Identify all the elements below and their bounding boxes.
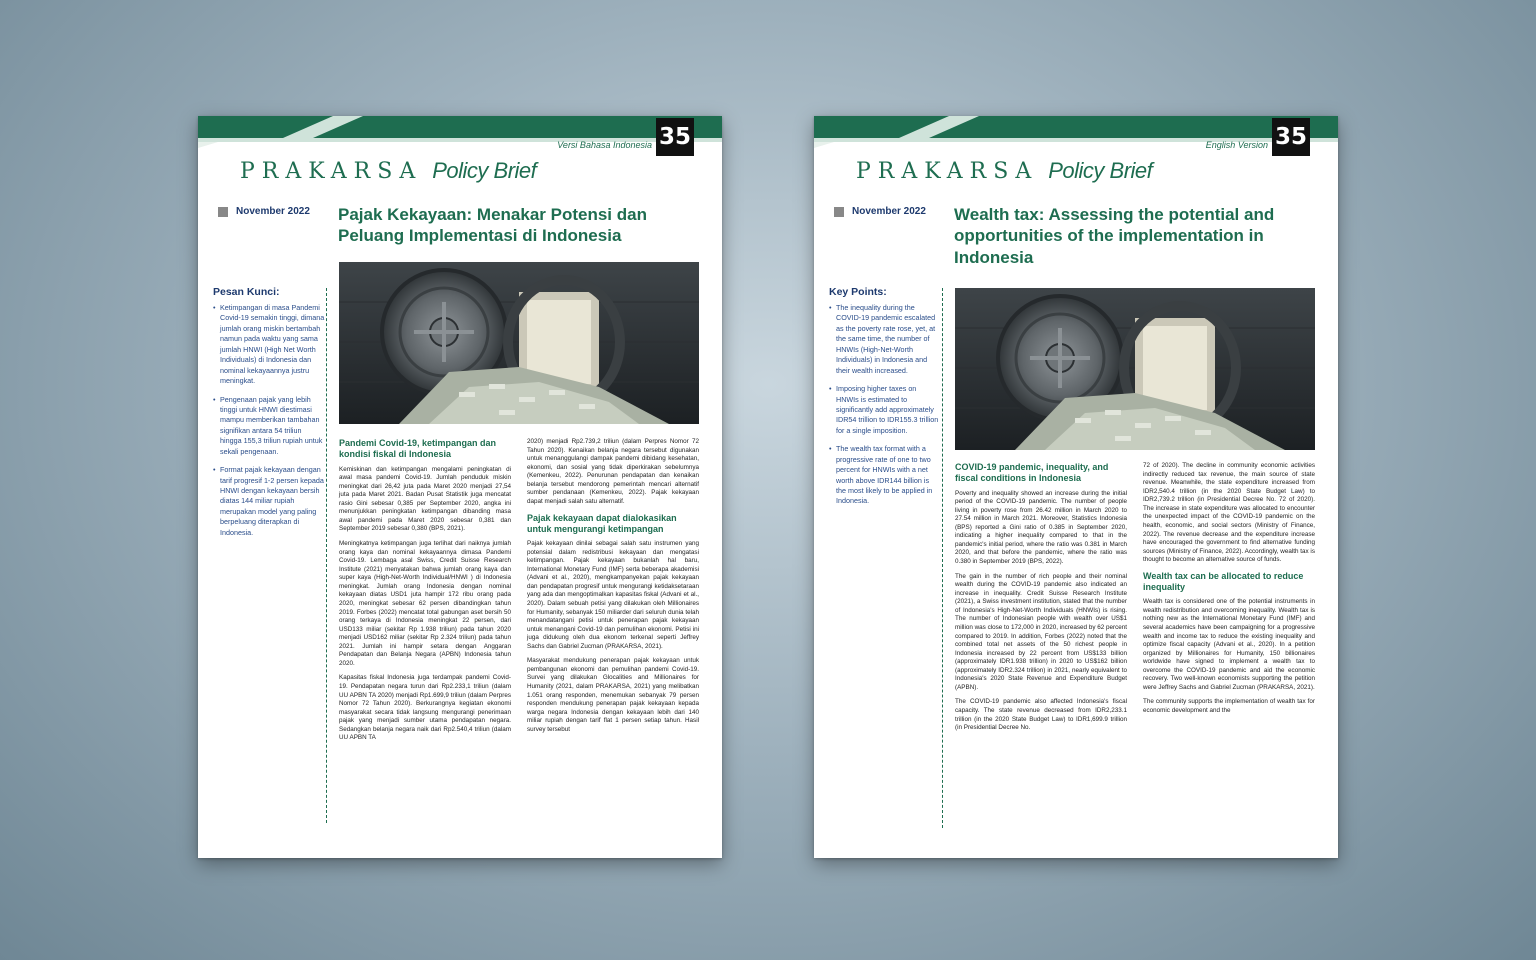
date-row [218,206,310,217]
body-paragraph: Kapasitas fiskal Indonesia juga terdampak pandemi Covid-19. Pendapatan negara turun dari Rp2.233,1 triliun (dalam UU APBN TA 2020) menjadi Rp1.699,9 triliun (dalam Perpres Nomor 72 Tahun 2020). Berkurangnya kegiatan ekonomi masyarakat secara tidak langsung mengurangi penerimaan pajak yang menjadi sumber utama pendapatan negara. Sedangkan belanja negara naik dari Rp2.540,4 triliun (dalam UU APBN TA [339,674,511,742]
square-icon [834,207,844,217]
brand-subtitle: Policy Brief [1048,158,1153,183]
issue-number-badge: 35 [656,118,694,156]
policy-brief-page-english [814,116,1338,858]
vault-photo [339,262,699,424]
vault-illustration [339,262,699,424]
section-heading: Pajak kekayaan dapat dialokasikan untuk mengurangi ketimpangan [527,512,677,534]
key-points-list [213,303,325,538]
key-point: • Imposing higher taxes on HNWIs is estimated to significantly add approximately IDR54 trillion to IDR155.3 trillion for a single imposition. [829,384,941,436]
brand-logo [856,158,1152,184]
body-paragraph: The COVID-19 pandemic also affected Indonesia's fiscal capacity. The state revenue decreased from IDR2,233.1 trillion (in the 2020 State Budget Law) to IDR1,699.9 trillion (in Presidential Decree No. [955,698,1127,732]
key-point: • Pengenaan pajak yang lebih tinggi untuk HNWI diestimasi mampu memberikan tambahan signifikan antara 54 triliun hingga 155,3 triliun rupiah untuk sekali pengenaan. [213,395,325,458]
body-paragraph: The community supports the implementation of wealth tax for economic development and the [1143,698,1315,714]
body-paragraph: 2020) menjadi Rp2.739,2 triliun (dalam Perpres Nomor 72 Tahun 2020). Kenaikan belanja negara tersebut digunakan untuk menanggulangi dampak pandemi dibidang kesehatan, ekonomi, dan sosial yang tidak diperkirakan sebelumnya (Kemenkeu, 2022). Penurunan pendapatan dan kenaikan belanja tersebut mendorong pemerintah mencari alternatif sumber pendanaan (Kemenkeu, 2022). Pajak kekayaan dapat menjadi salah satu alternatif. [527,438,699,505]
body-paragraph: Wealth tax is considered one of the potential instruments in wealth redistribution and overcoming inequality. Wealth tax is nothing new as the International Monetary Fund (IMF) and several academics have been campaigning for a progressive wealth and income tax to reduce the existing inequality and optimize fiscal capacity (Advani et al., 2020). In a petition organized by Millionaires for Humanity, 150 billionaires worldwide have signed to implement a wealth tax to overcome the COVID-19 pandemic and aid the economic recovery. Two well-known economists supporting the petition were Jeffrey Sachs and Gabriel Zucman (PRAKARSA, 2021). [1143,598,1315,691]
body-paragraph: Pajak kekayaan dinilai sebagai salah satu instrumen yang potensial dalam redistribusi kekayaan dan mengatasi ketimpangan. Pajak kekayaan bukanlah hal baru, International Monetary Fund (IMF) serta beberapa akademisi (Advani et al., 2020), mengkampanyekan pajak kekayaan dan pendapatan progresif untuk mengurangi ketidaksetaraan yang ada dan mengoptimalkan kapasitas fiskal (Advani et al., 2020). Dalam sebuah petisi yang dilakukan oleh Millionaires for Humanity, sebanyak 150 miliarder dari seluruh dunia telah menandatangani petisi untuk penerapan pajak kekayaan untuk menangani Covid-19 dan pemulihan ekonomi. Petisi ini juga didukung oleh dua ekonom terkenal seperti Jeffrey Sachs dan Gabriel Zucman (PRAKARSA, 2021). [527,540,699,650]
body-column-left [339,438,511,749]
sidebar-divider [942,288,943,828]
key-points-sidebar [829,286,941,515]
body-paragraph: Kemiskinan dan ketimpangan mengalami peningkatan di awal masa pandemi Covid-19. Jumlah penduduk miskin meningkat dari 26,42 juta pada Maret 2020 menjadi 27,54 juta pada Maret 2021. Badan Pusat Statistik juga mencatat rasio Gini sebesar 0,385 per September 2020, angka ini menunjukkan peningkatan ketimpangan dibanding masa awal pandemi pada Maret 2020 sebesar 0,381 dan September 2019 sebesar 0,380 (BPS, 2021). [339,465,511,533]
key-point: • Ketimpangan di masa Pandemi Covid-19 semakin tinggi, dimana jumlah orang miskin bertambah namun pada waktu yang sama jumlah HNWI (High Net Worth Individuals) di Indonesia dan nominal kekayaannya justru meningkat. [213,303,325,387]
document-title: Pajak Kekayaan: Menakar Potensi dan Peluang Implementasi di Indonesia [338,205,647,246]
body-column-right [527,438,699,749]
publication-date: November 2022 [236,206,310,217]
body-paragraph: 72 of 2020). The decline in community economic activities indirectly reduced tax revenue, the main source of state revenue. Meanwhile, the state expenditure increased from IDR2,540.4 trillion (in the 2020 State Budget Law) to IDR2,739.2 trillion (in Presidential Decree No. 72 of 2020). The increase in state expenditure was allocated to encounter the unexpected impact of the COVID-19 pandemic on the health, economic, and social sectors (Ministry of Finance, 2022). The revenue decrease and the expenditure increase have encouraged the government to find alternative funding sources (Ministry of Finance, 2022). Accordingly, wealth tax is thought to become an alternative source of funds. [1143,462,1315,564]
brand-subtitle: Policy Brief [432,158,537,183]
policy-brief-page-indonesian [198,116,722,858]
body-columns [339,438,699,749]
brand-name: PRAKARSA [240,159,423,184]
square-icon [218,207,228,217]
body-columns [955,462,1315,739]
publication-date: November 2022 [852,206,926,217]
brand-name: PRAKARSA [856,159,1039,184]
date-row [834,206,926,217]
version-label: English Version [1205,140,1268,150]
vault-illustration [955,288,1315,450]
sidebar-divider [326,288,327,823]
key-point: • The wealth tax format with a progressive rate of one to two percent for HNWIs with a net worth above IDR144 billion is the most likely to be applied in Indonesia. [829,444,941,507]
key-points-title: Key Points: [829,286,887,298]
body-paragraph: The gain in the number of rich people and their nominal wealth during the COVID-19 pandemic also indicated an increase in inequality. Credit Suisse Research Institute (2021), a Swiss investment institution, stated that the number of Indonesia's High-Net-Worth Individuals (HNWIs) is rising. The number of Indonesian people with wealth over US$1 million was close to 172,000 in 2020, increased by 62 percent compared to 2019. In addition, Forbes (2022) noted that the combined total net assets of the 50 richest people in Indonesia increased by 22 percent from US$133 billion (approximately IDR1.938 trillion) in 2020 to US$162 billion (approximately IDR2.324 trillion) in 2021, nearly equivalent to Indonesia's 2020 State Revenue and Expenditure Budget (APBN). [955,572,1127,691]
version-label: Versi Bahasa Indonesia [557,140,652,150]
issue-number-badge: 35 [1272,118,1310,156]
key-points-list [829,303,941,507]
body-column-left [955,462,1127,739]
brand-logo [240,158,536,184]
key-points-title: Pesan Kunci: [213,286,280,298]
document-title: Wealth tax: Assessing the potential and opportunities of the implementation in Indonesia [954,205,1275,267]
vault-photo [955,288,1315,450]
section-heading: COVID-19 pandemic, inequality, and fiscal conditions in Indonesia [955,462,1109,484]
body-paragraph: Masyarakat mendukung penerapan pajak kekayaan untuk pembangunan ekonomi dan pemulihan pandemi Covid-19. Survei yang dilakukan Glocalities and Millionaires for Humanity (2021, dalam PRAKARSA, 2021) yang melibatkan 1.051 orang responden, menemukan sebanyak 79 persen responden mendukung penerapan pajak kekayaan kepada warga negara Indonesia dengan kekayaan lebih dari 140 miliar rupiah dengan tarif flat 1 persen setiap tahun. Hasil survey tersebut [527,657,699,733]
body-paragraph: Poverty and inequality showed an increase during the initial period of the COVID-19 pandemic. The number of people living in poverty rose from 26.42 million in March 2020 to 27.54 million in March 2021. Moreover, Statistics Indonesia (BPS) reported a Gini ratio of 0.385 in September 2020, indicating a higher inequality compared to that in the pandemic's initial period, where the ratio was 0.381 in March 2020, and that before the pandemic, where the ratio was 0.380 in September 2019 (BPS, 2022). [955,489,1127,565]
key-point: • Format pajak kekayaan dengan tarif progresif 1-2 persen kepada HNWI dengan kekayaan bersih diatas 144 miliar rupiah merupakan model yang paling berpeluang diterapkan di Indonesia. [213,465,325,538]
section-heading: Wealth tax can be allocated to reduce inequality [1143,570,1304,592]
body-column-right [1143,462,1315,739]
key-point: • The inequality during the COVID-19 pandemic escalated as the poverty rate rose, yet, at the same time, the number of HNWIs (High-Net-Worth Individuals) in Indonesia and their wealth increased. [829,303,941,376]
key-points-sidebar [213,286,325,546]
section-heading: Pandemi Covid-19, ketimpangan dan kondisi fiskal di Indonesia [339,438,497,460]
body-paragraph: Meningkatnya ketimpangan juga terlihat dari naiknya jumlah orang kaya dan nominal kekayaannya dimasa Pandemi Covid-19. Lembaga asal Swiss, Credit Suisse Research Institute (2021) menyatakan bahwa jumlah orang kaya dan super kaya (High-Net-Worth Individual/HNWI ) di Indonesia meningkat. Jumlah orang Indonesia dengan nominal kekayaan diatas USD1 juta hampir 172 ribu orang pada 2020, meningkat sebesar 62 persen dibandingkan tahun 2019. Forbes (2022) mencatat total gabungan aset bersih 50 orang terkaya di Indonesia meningkat 22 persen, dari USD133 miliar (sekitar Rp 1.938 triliun) pada tahun 2020 menjadi USD162 miliar (sekitar Rp 2.324 triliun) pada tahun 2021. Jumlah ini hampir setara dengan Anggaran Pendapatan dan Belanja Negara (APBN) Indonesia tahun 2020. [339,540,511,667]
